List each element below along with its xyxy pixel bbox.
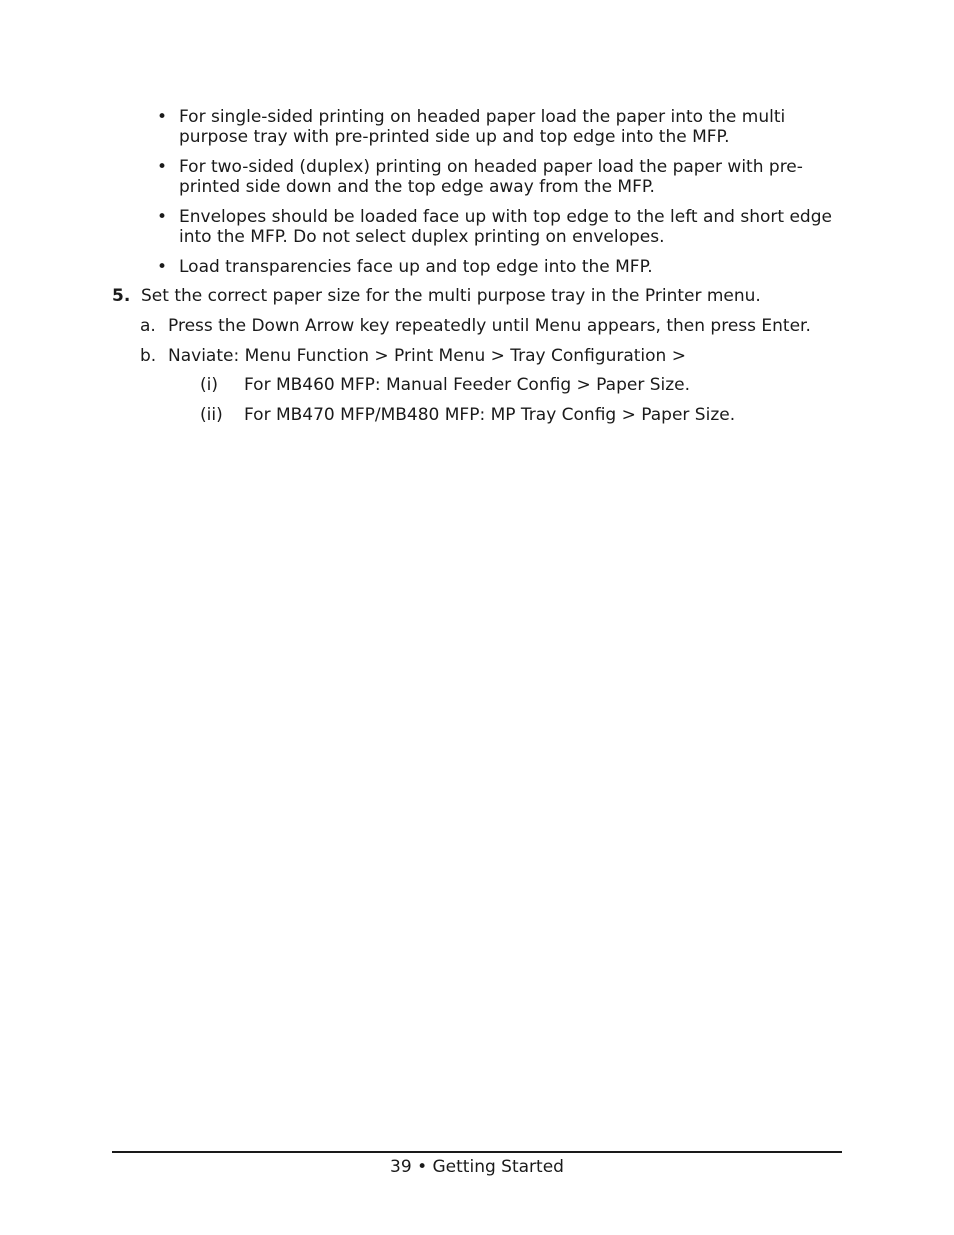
substep-marker: a. — [140, 316, 156, 336]
subsubstep-marker: (i) — [200, 375, 218, 395]
bullet-text: For two-sided (duplex) printing on headed paper load the paper with pre-printed side down and the top edge away from the MFP. — [179, 157, 803, 197]
bullet-list — [155, 107, 845, 287]
bullet-marker: • — [156, 207, 168, 227]
bullet-text: Load transparencies face up and top edge into the MFP. — [179, 257, 653, 277]
bullet-text: For single-sided printing on headed paper load the paper into the multi purpose tray with pre-printed side up and top edge into the MFP. — [179, 107, 786, 147]
bullet-item-headed-single — [155, 107, 845, 147]
bullet-marker: • — [156, 157, 168, 177]
bullet-item-envelopes — [155, 207, 845, 247]
bullet-item-transparencies — [155, 257, 845, 277]
bullet-marker: • — [156, 257, 168, 277]
bullet-marker: • — [156, 107, 168, 127]
footer-rule — [112, 1151, 842, 1153]
substep-text: Press the Down Arrow key repeatedly until Menu appears, then press Enter. — [168, 316, 811, 336]
bullet-item-headed-duplex — [155, 157, 845, 197]
page-footer: 39 • Getting Started — [390, 1157, 564, 1177]
step-number: 5. — [112, 286, 131, 306]
subsubstep-text: For MB460 MFP: Manual Feeder Config > Paper Size. — [244, 375, 691, 395]
bullet-text: Envelopes should be loaded face up with top edge to the left and short edge into the MFP. Do not select duplex printing on envelopes. — [179, 207, 832, 247]
substep-marker: b. — [140, 346, 157, 366]
step-text: Set the correct paper size for the multi purpose tray in the Printer menu. — [141, 286, 761, 306]
subsubstep-text: For MB470 MFP/MB480 MFP: MP Tray Config > Paper Size. — [244, 405, 736, 425]
subsubstep-marker: (ii) — [200, 405, 223, 425]
substep-text: Naviate: Menu Function > Print Menu > Tray Configuration > — [168, 346, 686, 366]
